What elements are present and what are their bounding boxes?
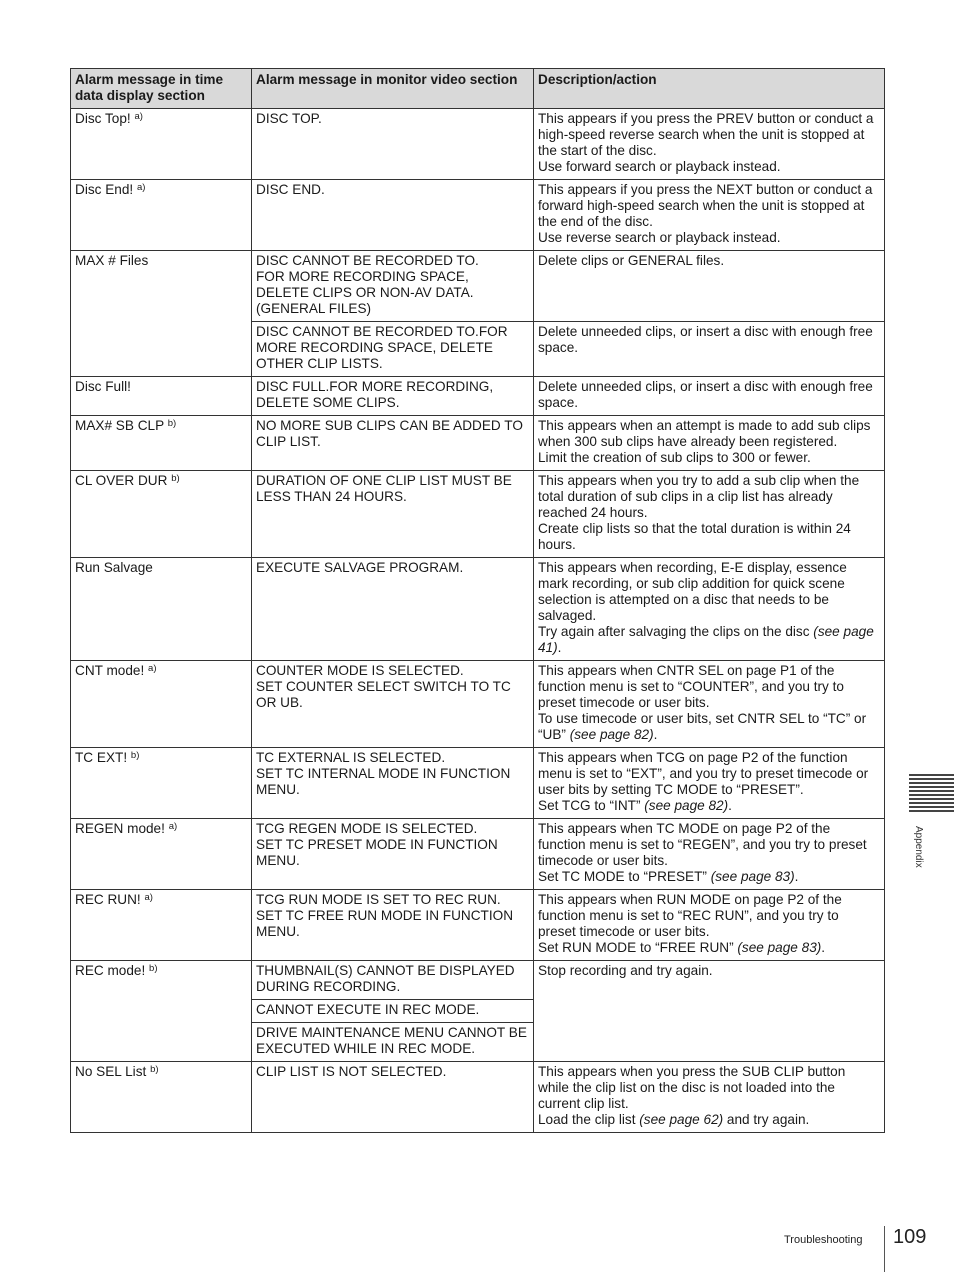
description-line	[538, 711, 880, 743]
description-line	[538, 940, 880, 956]
footnote-marker: a)	[134, 111, 143, 122]
monitor-message-line: SET TC FREE RUN MODE IN FUNCTION MENU.	[256, 908, 514, 939]
table-row	[71, 558, 885, 661]
monitor-message-line: FOR MORE RECORDING SPACE,	[256, 269, 469, 284]
monitor-message-line: SET COUNTER SELECT SWITCH TO TC OR UB.	[256, 679, 511, 710]
time-data-alarm-cell	[71, 377, 252, 416]
description-line	[538, 869, 880, 885]
description-line: This appears when CNTR SEL on page P1 of the function menu is set to “COUNTER”, and you try to preset timecode or user bits.	[538, 663, 844, 710]
monitor-message-line: CANNOT EXECUTE IN REC MODE.	[256, 1002, 480, 1017]
alarm-code: Disc Top!	[75, 111, 131, 126]
footnote-marker: b)	[150, 1064, 159, 1075]
monitor-message-line: DISC TOP.	[256, 111, 322, 126]
description-cell	[534, 1062, 885, 1133]
monitor-message-line: TCG RUN MODE IS SET TO REC RUN.	[256, 892, 501, 907]
alarm-code: REGEN mode!	[75, 821, 165, 836]
monitor-message-cell	[252, 471, 534, 558]
table-header-row	[71, 69, 885, 109]
text-segment: Set RUN MODE to “FREE RUN”	[538, 940, 738, 955]
alarm-code: No SEL List	[75, 1064, 147, 1079]
description-line: This appears when TCG on page P2 of the function menu is set to “EXT”, and you try to preset timecode or user bits by setting TC MODE to “PRESET”.	[538, 750, 869, 797]
text-segment: .	[794, 869, 799, 884]
alarm-code: REC RUN!	[75, 892, 141, 907]
footer-section-name: Troubleshooting	[784, 1234, 863, 1246]
alarm-code: TC EXT!	[75, 750, 128, 765]
description-cell	[534, 961, 885, 1062]
time-data-alarm-cell	[71, 1062, 252, 1133]
page-reference: (see page 82)	[569, 727, 654, 742]
alarm-code: Disc Full!	[75, 379, 131, 394]
monitor-message-cell	[252, 180, 534, 251]
monitor-message-line: DISC FULL.FOR MORE RECORDING, DELETE SOME CLIPS.	[256, 379, 494, 410]
monitor-message-line: DISC CANNOT BE RECORDED TO.	[256, 253, 479, 268]
header-monitor-video: Alarm message in monitor video section	[252, 69, 534, 109]
time-data-alarm-cell	[71, 471, 252, 558]
page-reference: (see page 41)	[538, 624, 874, 655]
monitor-message-cell	[252, 1023, 534, 1062]
description-line	[538, 624, 880, 656]
footnote-marker: a)	[148, 663, 157, 674]
text-segment: Load the clip list	[538, 1112, 640, 1127]
description-cell	[534, 890, 885, 961]
table-row	[71, 661, 885, 748]
table-row	[71, 819, 885, 890]
alarm-table	[70, 68, 885, 1133]
table-row	[71, 890, 885, 961]
description-line: Use forward search or playback instead.	[538, 159, 781, 174]
monitor-message-line: DURATION OF ONE CLIP LIST MUST BE LESS THAN 24 HOURS.	[256, 473, 512, 504]
monitor-message-cell	[252, 322, 534, 377]
time-data-alarm-cell	[71, 961, 252, 1062]
monitor-message-cell	[252, 416, 534, 471]
description-line: This appears when an attempt is made to add sub clips when 300 sub clips have already been registered.	[538, 418, 871, 449]
description-line: Create clip lists so that the total duration is within 24 hours.	[538, 521, 851, 552]
monitor-message-cell	[252, 558, 534, 661]
page-reference: (see page 82)	[644, 798, 729, 813]
page-reference: (see page 83)	[737, 940, 822, 955]
description-line: This appears when you press the SUB CLIP button while the clip list on the disc is not loaded into the current clip list.	[538, 1064, 846, 1111]
monitor-message-line: (GENERAL FILES)	[256, 301, 372, 316]
text-segment: .	[653, 727, 658, 742]
description-line: This appears when RUN MODE on page P2 of the function menu is set to “REC RUN”, and you try to preset timecode or user bits.	[538, 892, 842, 939]
table-row	[71, 416, 885, 471]
table-row	[71, 961, 885, 1000]
description-cell	[534, 748, 885, 819]
text-segment: .	[557, 640, 562, 655]
time-data-alarm-cell	[71, 558, 252, 661]
text-segment: Try again after salvaging the clips on the disc	[538, 624, 814, 639]
time-data-alarm-cell	[71, 748, 252, 819]
appendix-side-label: Appendix	[913, 826, 924, 868]
header-description: Description/action	[534, 69, 885, 109]
footnote-marker: b)	[130, 750, 140, 761]
monitor-message-line: TCG REGEN MODE IS SELECTED.	[256, 821, 478, 836]
alarm-code: MAX # Files	[75, 253, 149, 268]
monitor-message-line: DISC END.	[256, 182, 325, 197]
monitor-message-line: DRIVE MAINTENANCE MENU CANNOT BE EXECUTED WHILE IN REC MODE.	[256, 1025, 527, 1056]
description-line	[538, 1112, 880, 1128]
footer-divider	[884, 1226, 885, 1272]
table-row	[71, 748, 885, 819]
alarm-code: Run Salvage	[75, 560, 153, 575]
description-line: This appears if you press the PREV button or conduct a high-speed reverse search when the unit is stopped at the start of the disc.	[538, 111, 874, 158]
text-segment: Set TC MODE to “PRESET”	[538, 869, 711, 884]
description-cell	[534, 819, 885, 890]
monitor-message-cell	[252, 377, 534, 416]
monitor-message-line: THUMBNAIL(S) CANNOT BE DISPLAYED DURING RECORDING.	[256, 963, 515, 994]
description-line: Use reverse search or playback instead.	[538, 230, 781, 245]
monitor-message-cell	[252, 748, 534, 819]
alarm-code: Disc End!	[75, 182, 134, 197]
description-cell	[534, 661, 885, 748]
page-number: 109	[893, 1226, 927, 1248]
time-data-alarm-cell	[71, 109, 252, 180]
monitor-message-cell	[252, 251, 534, 322]
table-row	[71, 180, 885, 251]
text-segment: .	[821, 940, 826, 955]
monitor-message-line: DELETE CLIPS OR NON-AV DATA.	[256, 285, 474, 300]
page-reference: (see page 83)	[710, 869, 795, 884]
time-data-alarm-cell	[71, 819, 252, 890]
description-line: This appears if you press the NEXT button or conduct a forward high-speed search when the unit is stopped at the end of the disc.	[538, 182, 873, 229]
text-segment: .	[728, 798, 732, 813]
monitor-message-line: COUNTER MODE IS SELECTED.	[256, 663, 464, 678]
description-line: This appears when recording, E-E display, essence mark recording, or sub clip addition for quick scene selection is attempted on a disc that needs to be salvaged.	[538, 560, 847, 623]
monitor-message-line: EXECUTE SALVAGE PROGRAM.	[256, 560, 464, 575]
description-line: This appears when TC MODE on page P2 of the function menu is set to “REGEN”, and you try to preset timecode or user bits.	[538, 821, 867, 868]
description-cell	[534, 251, 885, 322]
time-data-alarm-cell	[71, 251, 252, 377]
footnote-marker: a)	[168, 821, 178, 832]
alarm-code: CL OVER DUR	[75, 473, 168, 488]
time-data-alarm-cell	[71, 416, 252, 471]
time-data-alarm-cell	[71, 890, 252, 961]
time-data-alarm-cell	[71, 661, 252, 748]
monitor-message-cell	[252, 661, 534, 748]
description-cell	[534, 180, 885, 251]
description-cell	[534, 471, 885, 558]
monitor-message-line: NO MORE SUB CLIPS CAN BE ADDED TO CLIP LIST.	[256, 418, 523, 449]
description-cell	[534, 322, 885, 377]
time-data-alarm-cell	[71, 180, 252, 251]
description-line: Stop recording and try again.	[538, 963, 713, 978]
alarm-code: CNT mode!	[75, 663, 145, 678]
text-segment: and try again.	[723, 1112, 810, 1127]
monitor-message-line: CLIP LIST IS NOT SELECTED.	[256, 1064, 447, 1079]
alarm-code: MAX# SB CLP	[75, 418, 164, 433]
description-cell	[534, 416, 885, 471]
table-row	[71, 471, 885, 558]
description-line: This appears when you try to add a sub clip when the total duration of sub clips in a clip list has already reached 24 hours.	[538, 473, 860, 520]
description-line: Delete unneeded clips, or insert a disc with enough free space.	[538, 324, 873, 355]
footnote-marker: a)	[136, 182, 146, 193]
table-row	[71, 1062, 885, 1133]
monitor-message-cell	[252, 109, 534, 180]
description-line: Limit the creation of sub clips to 300 or fewer.	[538, 450, 811, 465]
monitor-message-line: SET TC PRESET MODE IN FUNCTION MENU.	[256, 837, 498, 868]
monitor-message-cell	[252, 1000, 534, 1023]
monitor-message-cell	[252, 1062, 534, 1133]
monitor-message-cell	[252, 819, 534, 890]
footnote-marker: b)	[171, 473, 180, 484]
text-segment: To use timecode or user bits, set CNTR SEL to “TC” or “UB”	[538, 711, 867, 742]
table-row	[71, 251, 885, 322]
monitor-message-line: SET TC INTERNAL MODE IN FUNCTION MENU.	[256, 766, 511, 797]
table-row	[71, 109, 885, 180]
footnote-marker: a)	[144, 892, 153, 903]
description-cell	[534, 377, 885, 416]
description-cell	[534, 558, 885, 661]
appendix-tab-marker	[909, 774, 954, 817]
monitor-message-line: TC EXTERNAL IS SELECTED.	[256, 750, 446, 765]
alarm-code: REC mode!	[75, 963, 146, 978]
header-time-data: Alarm message in time data display section	[71, 69, 252, 109]
description-cell	[534, 109, 885, 180]
monitor-message-line: DISC CANNOT BE RECORDED TO.FOR MORE RECORDING SPACE, DELETE OTHER CLIP LISTS.	[256, 324, 508, 371]
description-line	[538, 798, 880, 814]
text-segment: Set TCG to “INT”	[538, 798, 645, 813]
description-line: Delete clips or GENERAL files.	[538, 253, 725, 268]
footnote-marker: b)	[149, 963, 158, 974]
description-line: Delete unneeded clips, or insert a disc with enough free space.	[538, 379, 873, 410]
page-reference: (see page 62)	[639, 1112, 724, 1127]
monitor-message-cell	[252, 961, 534, 1000]
monitor-message-cell	[252, 890, 534, 961]
footnote-marker: b)	[167, 418, 177, 429]
table-row	[71, 377, 885, 416]
